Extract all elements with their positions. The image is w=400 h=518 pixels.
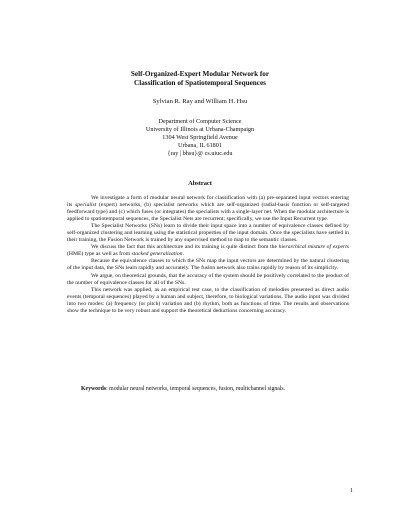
abstract-p1-emphasis: specialist: [75, 202, 97, 209]
authors: Sylvian R. Ray and William H. Hsu: [152, 98, 248, 105]
abstract-p3-emphasis-1: hierarchical mixture of experts: [278, 244, 349, 251]
keywords-text: : modular neural networks, temporal sequences, fusion, multichannel signals.: [106, 386, 286, 392]
page-number: 1: [350, 488, 353, 494]
abstract-body: [67, 195, 349, 315]
abstract-p3-text-a: We discuss the fact that this architecture and its training is quite distinct from the: [91, 244, 279, 251]
paper-title-line-2: Classification of Spatiotemporal Sequences: [134, 79, 266, 87]
paper-title-line-1: Self-Organized-Expert Modular Network for: [130, 70, 270, 78]
abstract-p3-text-c: .: [182, 251, 184, 258]
abstract-heading: Abstract: [188, 180, 212, 187]
affiliation-university: University of Illinois at Urbana-Champaign: [145, 125, 255, 133]
affiliation-block: [0, 118, 400, 158]
affiliation-department: Department of Computer Science: [158, 118, 242, 125]
abstract-paragraph-3: [67, 244, 349, 258]
affiliation-email: {ray | bhsu}@ cs.uiuc.edu: [167, 149, 233, 157]
affiliation-street: 1304 West Springfield Avenue: [162, 133, 238, 141]
abstract-paragraph-2: The Specialist Networks (SNs) learn to divide their input space into a number of equivalence classes defined by self-organized clustering and learning using the statistical properties of the input domain. Once the specialists have settled in their training, the Fusion Network is trained by any supervised method to map to the semantic classes.: [67, 223, 349, 244]
abstract-p3-emphasis-2: stacked generalization: [131, 251, 183, 258]
abstract-paragraph-4: Because the equivalence classes to which the SNs map the input vectors are determined by the natural clustering of the input data, the SNs learn rapidly and accurately. The fusion network also trains rapidly by reason of its simplicity.: [67, 258, 349, 272]
abstract-p1-text-a: We investigate a form of modular neural network for classification with (a) pre-separated input vectors entering its: [67, 195, 349, 209]
abstract-p1-text-b: (expert) networks, (b) specialist networks which are self-organized (radial-basis function or self-targeted feedforward type) and (c) which fuses (or integrates) the specialists with a single-layer net. When the modular architecture is applied to spatiotemporal sequences, the Specialist Nets are recurrent; specifically, we use the Input Recurrent type.: [67, 202, 349, 223]
abstract-paragraph-1: [67, 195, 349, 223]
abstract-paragraph-6: This network was applied, as an empirical test case, to the classification of melodies presented as direct audio events (temporal sequences) played by a human and subject, therefore, to biological variations. The audio input was divided into two modes: (a) frequency (or pitch) variation and (b) rhythm, both as functions of time. The results and observations show the technique to be very robust and support the theoretical deductions concerning accuracy.: [67, 286, 349, 314]
keywords-line: [67, 386, 349, 393]
affiliation-city: Urbana, IL 61801: [178, 141, 222, 149]
abstract-paragraph-5: We argue, on theoretical grounds, that the accuracy of the system should be positively correlated to the product of the number of equivalence classes for all of the SNs.: [67, 272, 349, 286]
abstract-p3-text-b: (HME) type as well as from: [67, 251, 132, 258]
keywords-label: Keywords: [81, 386, 107, 392]
